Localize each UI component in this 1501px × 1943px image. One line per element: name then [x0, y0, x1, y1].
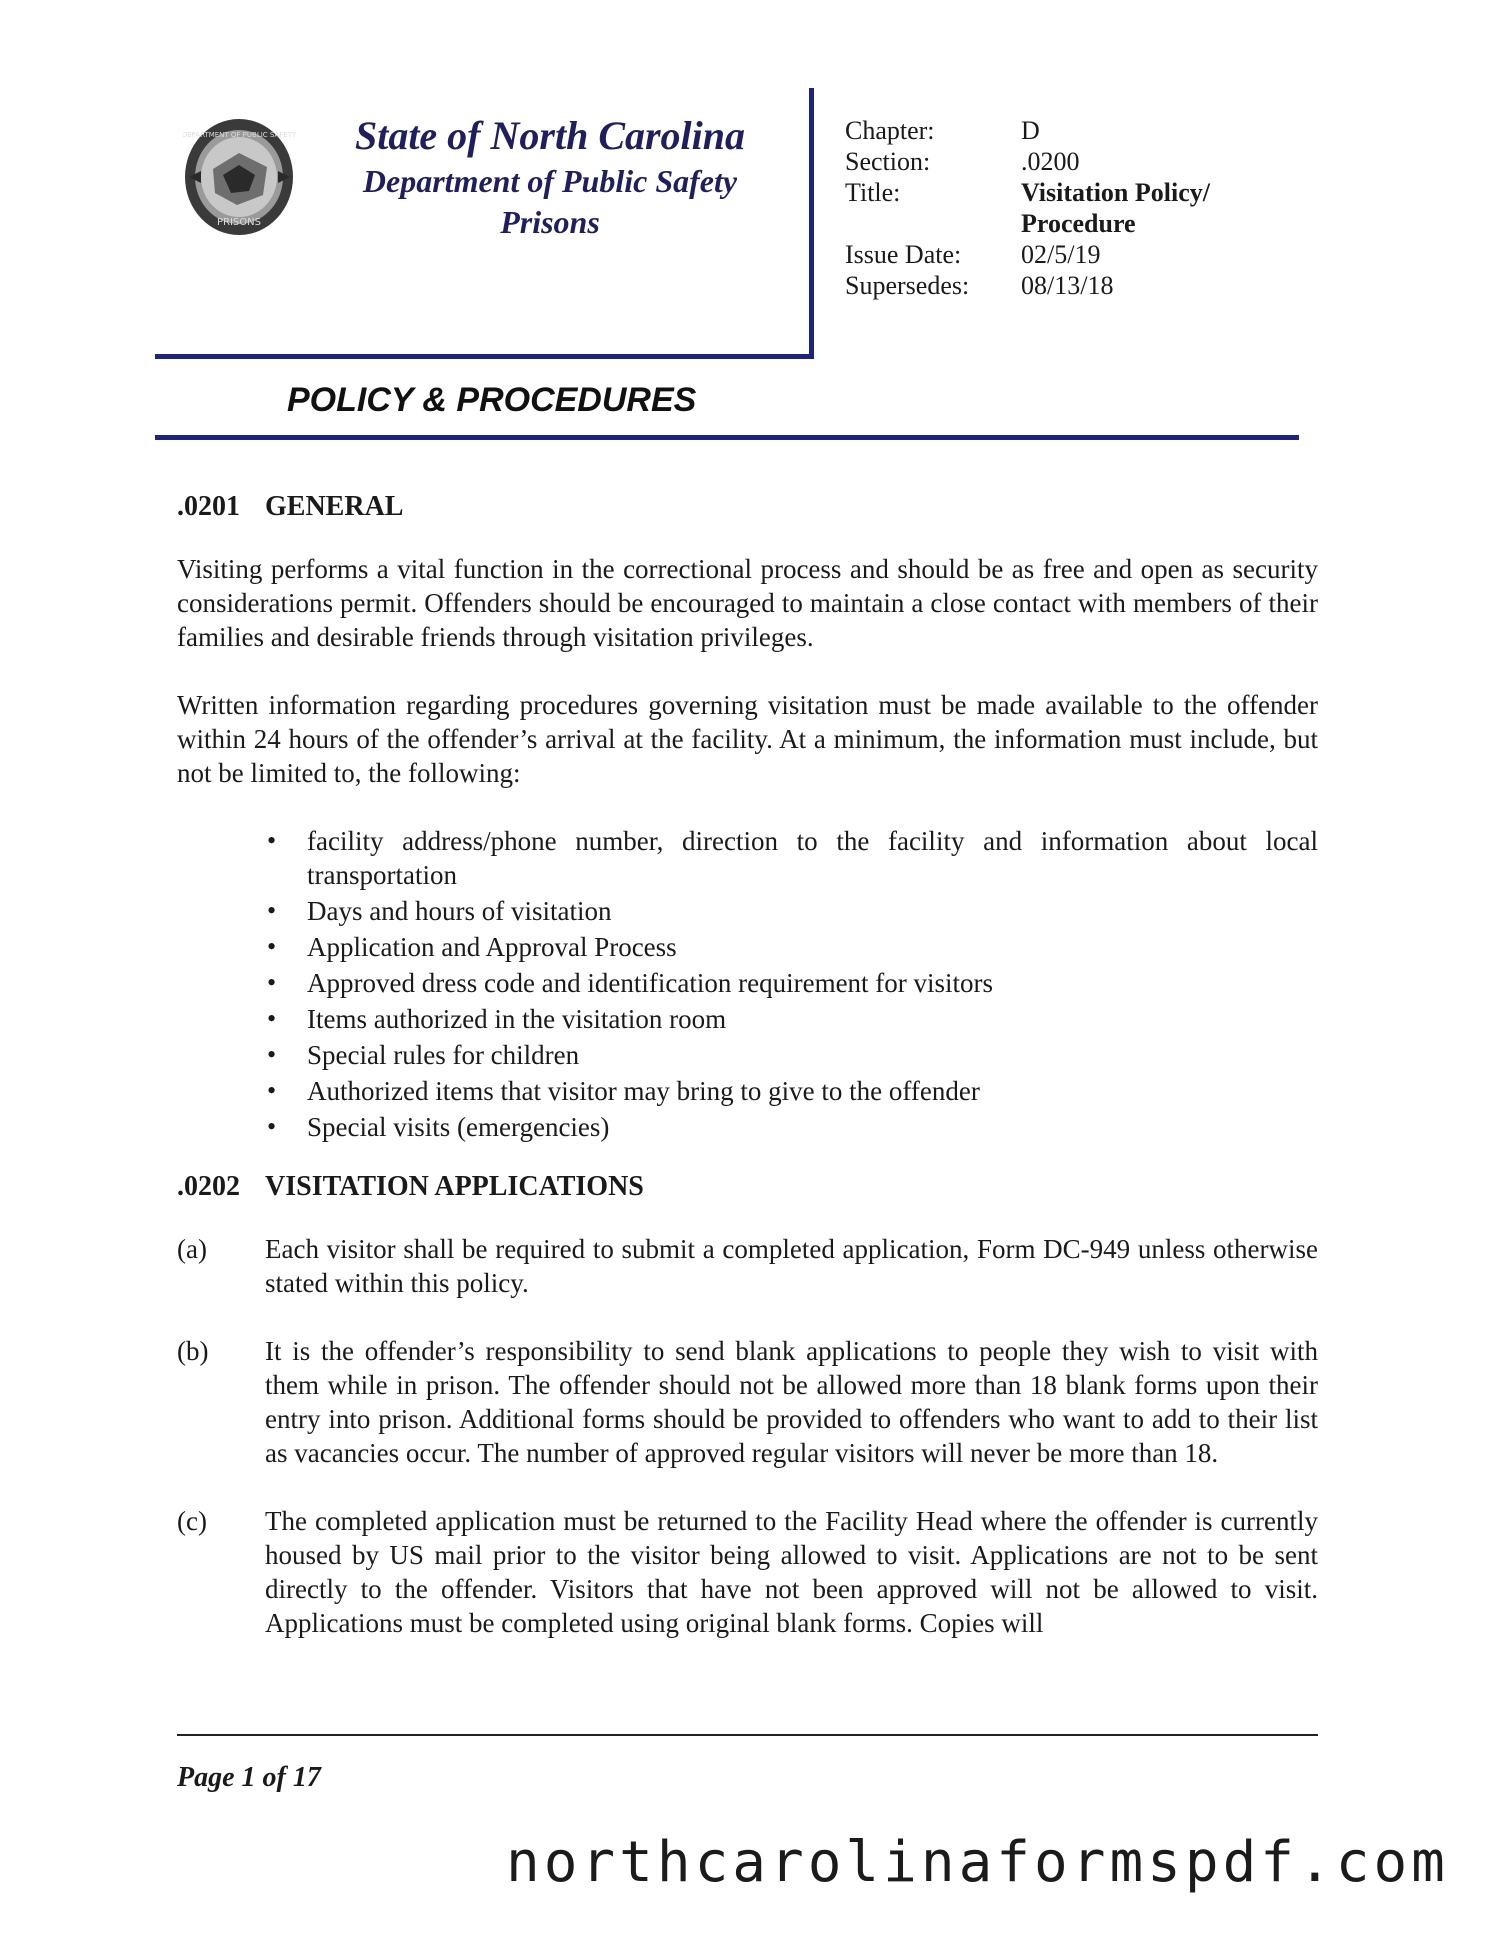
section-number: .0201 [177, 491, 240, 522]
list-item: • Items authorized in the visitation room [307, 1002, 1318, 1036]
site-watermark: northcarolinaformspdf.com [506, 1830, 1449, 1895]
section-heading-applications [177, 1170, 1318, 1204]
meta-value: D [1021, 116, 1040, 145]
seal-top-text: DEPARTMENT OF PUBLIC SAFETY [183, 131, 296, 139]
item-label: (a) [177, 1234, 207, 1264]
header-vertical-divider [809, 88, 814, 358]
paragraph: Visiting performs a vital function in the correctional process and should be as free and open as security considerations permit. Offenders should be encouraged to maintain a close contact with members of their families and desirable friends through visitation privileges. [177, 554, 1318, 652]
paragraph: Written information regarding procedures governing visitation must be made available to the offender within 24 hours of the offender’s arrival at the facility. At a minimum, the information must include, but not be limited to, the following: [177, 690, 1318, 788]
meta-value: 02/5/19 [1021, 240, 1101, 269]
item-label: (c) [177, 1506, 207, 1536]
policy-item [177, 1334, 1318, 1470]
item-text: It is the offender’s responsibility to send blank applications to people they wish to visit with them while in prison. The offender should not be allowed more than 18 blank forms upon their entry into prison. Additional forms should be provided to offenders who want to add to their list as vacancies occur. The number of approved regular visitors will never be more than 18. [265, 1336, 1318, 1468]
meta-row-chapter [845, 115, 1281, 146]
item-text: Each visitor shall be required to submit a completed application, Form DC-949 unless otherwise stated within this policy. [265, 1234, 1318, 1298]
meta-row-title [845, 177, 1281, 208]
list-item: • Application and Approval Process [307, 930, 1318, 964]
document-body [177, 490, 1318, 1674]
seal-bottom-text: PRISONS [217, 217, 261, 228]
item-label: (b) [177, 1336, 209, 1366]
item-text: The completed application must be returned to the Facility Head where the offender is currently housed by US mail prior to the visitor being allowed to visit. Applications are not to be sent directly to the offender. Visitors that have not been approved will not be allowed to visit. Applications must be completed using original blank forms. Copies will [265, 1506, 1318, 1638]
list-item: • Authorized items that visitor may bring to give to the offender [307, 1074, 1318, 1108]
list-item: • Special rules for children [307, 1038, 1318, 1072]
meta-label: Title: [845, 178, 901, 207]
policy-item [177, 1232, 1318, 1300]
department-seal-logo [183, 117, 296, 237]
meta-label [845, 208, 1021, 239]
document-metadata [845, 115, 1281, 301]
organization-name [340, 112, 760, 242]
meta-row-title-cont [845, 208, 1281, 239]
header-divider-short [155, 354, 814, 359]
section-number: .0202 [177, 1171, 240, 1202]
list-item: • Special visits (emergencies) [307, 1110, 1318, 1144]
section-title: GENERAL [265, 491, 404, 522]
list-item: • Approved dress code and identification requirement for visitors [307, 966, 1318, 1000]
header-divider-long [155, 435, 1299, 440]
meta-value: .0200 [1021, 147, 1080, 176]
division-name: Prisons [500, 204, 600, 240]
department-name: Department of Public Safety [362, 163, 738, 199]
state-name: State of North Carolina [354, 113, 746, 158]
meta-label: Chapter: [845, 116, 935, 145]
section-heading-general [177, 490, 1318, 524]
list-item: • facility address/phone number, direction to the facility and information about local transportation [307, 824, 1318, 892]
policy-item [177, 1504, 1318, 1640]
meta-label: Issue Date: [845, 240, 962, 269]
page-number: Page 1 of 17 [177, 1762, 321, 1793]
visitation-info-list [177, 824, 1318, 1144]
meta-row-supersedes [845, 270, 1281, 301]
footer-divider [177, 1734, 1318, 1736]
meta-label: Supersedes: [845, 271, 970, 300]
document-type-title: POLICY & PROCEDURES [287, 381, 697, 419]
meta-value: Visitation Policy/ [1021, 178, 1210, 207]
meta-row-section [845, 146, 1281, 177]
meta-value: 08/13/18 [1021, 271, 1114, 300]
meta-value: Procedure [1021, 209, 1136, 238]
meta-row-issue-date [845, 239, 1281, 270]
meta-label: Section: [845, 147, 931, 176]
list-item: • Days and hours of visitation [307, 894, 1318, 928]
section-title: VISITATION APPLICATIONS [265, 1171, 644, 1202]
